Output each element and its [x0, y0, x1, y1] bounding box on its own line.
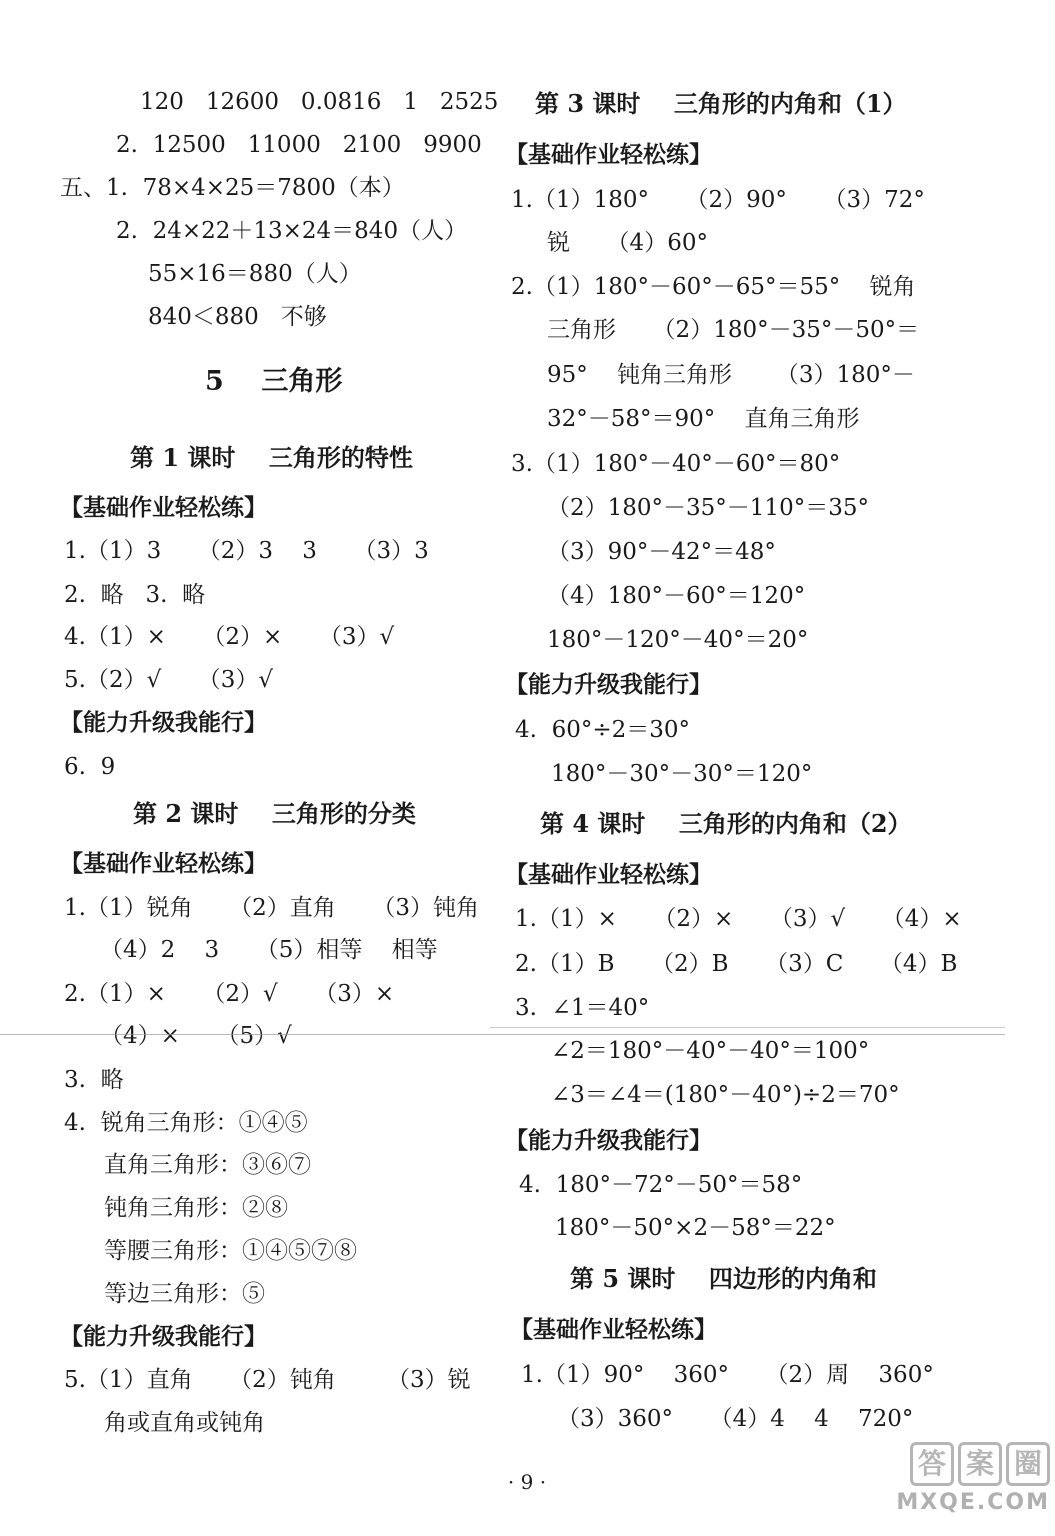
- answer-line: 五、1. 78×4×25＝7800（本）: [60, 175, 405, 201]
- answer-line: 95° 钝角三角形 （3）180°－: [547, 362, 915, 388]
- answer-line: 4.（1）× （2）× （3）√: [64, 624, 395, 650]
- answer-line: 4. 60°÷2＝30°: [515, 717, 691, 743]
- answer-line: 2.（1）× （2）√ （3）×: [64, 981, 395, 1007]
- section-heading: 【基础作业轻松练】: [510, 1316, 717, 1343]
- answer-line: 3. 略: [64, 1067, 124, 1093]
- lesson-title: 第 3 课时 三角形的内角和（1）: [535, 89, 907, 118]
- answer-line: 3.（1）180°－40°－60°＝80°: [511, 451, 841, 477]
- scan-crease-line: [0, 1034, 1005, 1035]
- answer-line: 840＜880 不够: [148, 304, 327, 330]
- answer-line: （4）× （5）√: [100, 1023, 292, 1049]
- answer-line: （4）180°－60°＝120°: [547, 583, 806, 609]
- answer-line: 2.（1）180°－60°－65°＝55° 锐角: [511, 274, 916, 300]
- answer-line: 锐 （4）60°: [547, 230, 708, 256]
- scan-crease-line: [490, 1027, 1005, 1028]
- answer-line: 2. 12500 11000 2100 9900: [116, 132, 482, 158]
- page-number: · 9 ·: [507, 1470, 547, 1494]
- answer-line: 角或直角或钝角: [104, 1410, 265, 1436]
- watermark-char: 答: [910, 1442, 954, 1486]
- answer-line: 2.（1）B （2）B （3）C （4）B: [515, 951, 958, 977]
- lesson-title: 第 5 课时 四边形的内角和: [570, 1264, 877, 1293]
- answer-line: 1.（1）锐角 （2）直角 （3）钝角: [64, 895, 479, 921]
- section-heading: 【能力升级我能行】: [505, 671, 712, 698]
- answer-line: 180°－120°－40°＝20°: [547, 627, 809, 653]
- answer-line: ∠2＝180°－40°－40°＝100°: [551, 1038, 870, 1064]
- answer-line: 三角形 （2）180°－35°－50°＝: [547, 317, 920, 343]
- answer-line: 6. 9: [64, 754, 116, 780]
- answer-line: 55×16＝880（人）: [148, 261, 362, 287]
- unit-title: 5 三角形: [205, 366, 343, 397]
- answer-line: 120 12600 0.0816 1 2525: [140, 89, 499, 115]
- answer-line: 4. 锐角三角形：①④⑤: [64, 1110, 308, 1136]
- section-heading: 【基础作业轻松练】: [505, 861, 712, 888]
- answer-line: 3. ∠1＝40°: [515, 995, 650, 1021]
- answer-line: 180°－30°－30°＝120°: [551, 761, 813, 787]
- answer-line: 4. 180°－72°－50°＝58°: [519, 1172, 803, 1198]
- answer-line: 2. 24×22＋13×24＝840（人）: [116, 218, 468, 244]
- section-heading: 【能力升级我能行】: [60, 1323, 267, 1350]
- answer-line: 等腰三角形：①④⑤⑦⑧: [104, 1238, 357, 1264]
- lesson-title: 第 1 课时 三角形的特性: [130, 443, 413, 472]
- answer-line: 1.（1）180° （2）90° （3）72°: [511, 187, 925, 213]
- answer-line: （2）180°－35°－110°＝35°: [547, 495, 869, 521]
- section-heading: 【能力升级我能行】: [505, 1127, 712, 1154]
- answer-line: 1.（1）× （2）× （3）√ （4）×: [515, 906, 962, 932]
- answer-line: ∠3＝∠4＝(180°－40°)÷2＝70°: [551, 1082, 900, 1108]
- answer-line: （3）90°－42°＝48°: [547, 539, 776, 565]
- section-heading: 【基础作业轻松练】: [60, 850, 267, 877]
- answer-line: 1.（1）3 （2）3 3 （3）3: [64, 538, 429, 564]
- lesson-title: 第 2 课时 三角形的分类: [133, 799, 416, 828]
- section-heading: 【基础作业轻松练】: [505, 141, 712, 168]
- answer-line: 180°－50°×2－58°＝22°: [555, 1215, 836, 1241]
- watermark-logo: [880, 1440, 1050, 1532]
- answer-line: （4）2 3 （5）相等 相等: [100, 937, 438, 963]
- answer-line: 钝角三角形：②⑧: [104, 1195, 288, 1221]
- section-heading: 【能力升级我能行】: [60, 709, 267, 736]
- answer-line: 1.（1）90° 360° （2）周 360°: [521, 1362, 934, 1388]
- watermark-char: 圈: [1006, 1442, 1050, 1486]
- watermark-char: 案: [958, 1442, 1002, 1486]
- answer-line: 直角三角形：③⑥⑦: [104, 1152, 311, 1178]
- answer-line: 等边三角形：⑤: [104, 1281, 265, 1307]
- watermark-domain: MXQE.COM: [896, 1490, 1050, 1515]
- answer-line: 5.（1）直角 （2）钝角 （3）锐: [64, 1367, 471, 1393]
- answer-line: 2. 略 3. 略: [64, 582, 206, 608]
- answer-line: 32°－58°＝90° 直角三角形: [547, 406, 860, 432]
- answer-line: （3）360° （4）4 4 720°: [557, 1406, 914, 1432]
- lesson-title: 第 4 课时 三角形的内角和（2）: [540, 809, 912, 838]
- answer-line: 5.（2）√ （3）√: [64, 667, 274, 693]
- section-heading: 【基础作业轻松练】: [60, 494, 267, 521]
